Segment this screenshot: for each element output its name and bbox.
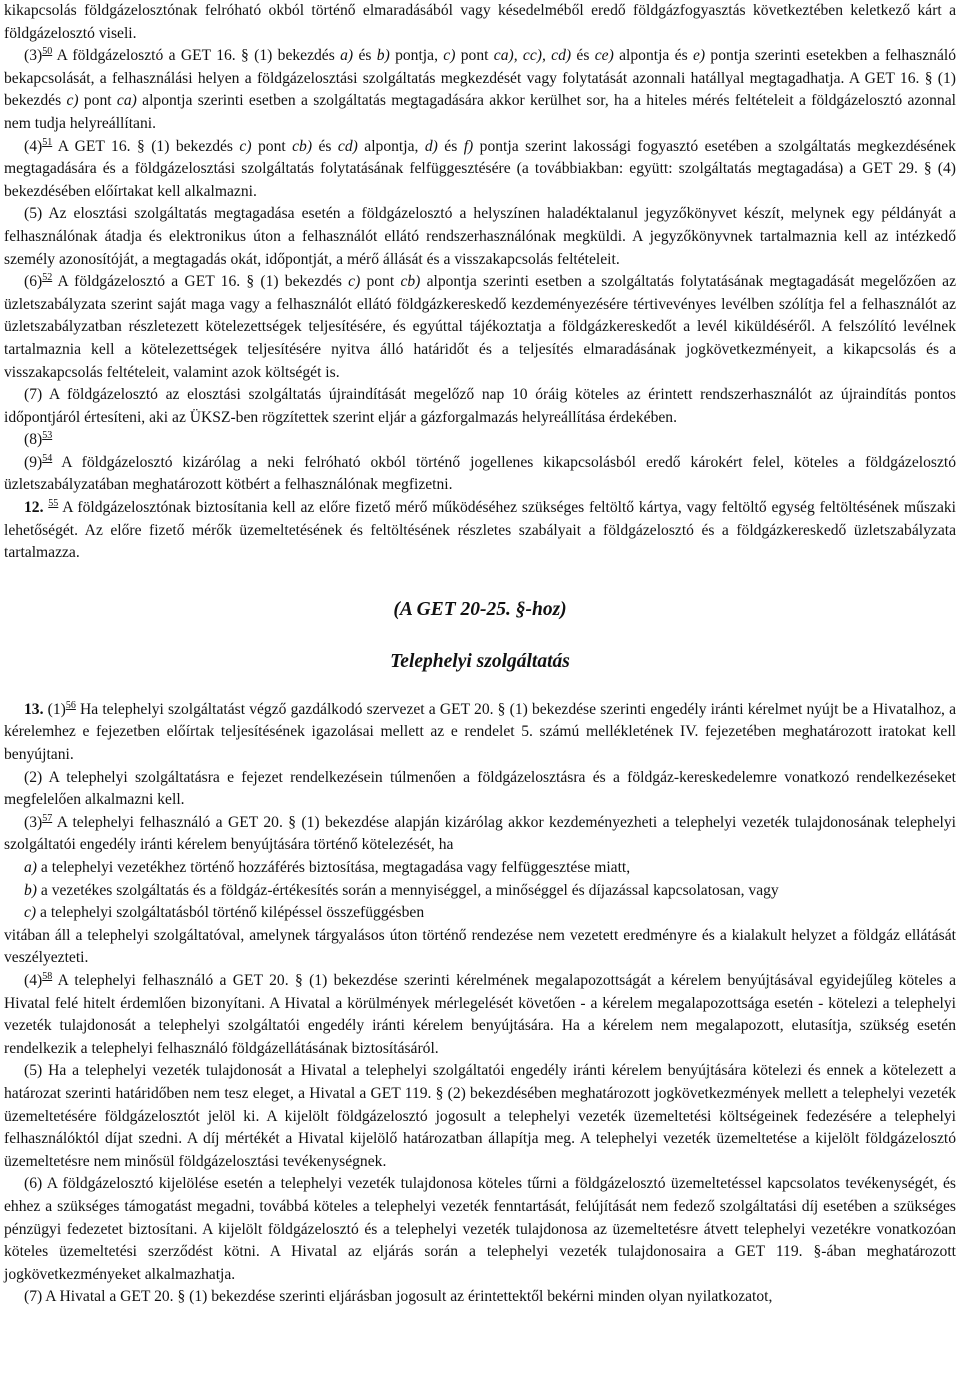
footnote-ref[interactable]: 55 (48, 498, 59, 510)
footnote-ref[interactable]: 53 (42, 430, 53, 442)
footnote-ref[interactable]: 51 (42, 136, 53, 148)
paragraph: (9)$^{54}$ A földgázelosztó kizárólag a neki felróható okból történő jogellenes kikapcsolásból eredő károkért felel, köteles a földgázelosztó üzletszabályzatában meghatározott kötbért a felhasználónak megfizetni. (4, 452, 956, 494)
list-item: c) a telephelyi szolgáltatásból történő kilépéssel összefüggésben (24, 904, 425, 922)
footnote-ref[interactable]: 57 (42, 812, 53, 824)
paragraph: (3)$^{50}$ A földgázelosztó a GET 16. § (1) bekezdés a) és b) pontja, c) pont ca), cc), cd) és ce) alpontja és e) pontja szerinti esetekben a felhasználó bekapcsolását, a felhasználási helyen a földgázelosztási szolgáltatás megkezdését vagy folytatását azonnali hatállyal megtagadhatja. A GET 16. § (1) bekezdés c) pont ca) alpontja szerinti esetben a szolgáltatás megtagadására akkor kerülhet sor, ha a hiteles mérés feltételeit a földgázelosztó azonnal nem tudja helyreállítani. (4, 46, 956, 132)
paragraph: (5) Ha a telephelyi vezeték tulajdonosát a Hivatal a telephelyi szolgáltatói engedély iránti kérelem benyújtására kötelezi és ennek a kötelezett a határozat szerinti határidőben nem tesz eleget, a Hivatal a GET 119. § (2) bekezdésében meghatározott jogkövetkezmények mellett a telephelyi vezeték üzemeltetésére földgázelosztót jelöl ki. A kijelölt földgázelosztó jogosult a telephelyi vezeték üzemeltetési költségeinek fedezésére a telephelyi felhasználóktól díjat szedni. A díj mértékét a Hivatal kijelölő határozatban állapítja meg. A telephelyi vezeték üzemeltetése a kijelölt földgázelosztó üzemeltetésre nem minősül földgázelosztási tevékenységnek. (4, 1062, 956, 1170)
footnote-ref[interactable]: 54 (42, 452, 53, 464)
paragraph: (3)$^{57}$ A telephelyi felhasználó a GET 20. § (1) bekezdése alapján kizárólag akkor kezdeményezheti a telephelyi vezeték tulajdonosának telephelyi szolgáltatói engedély iránti kérelem benyújtására történő kötelezését, ha (4, 812, 956, 854)
paragraph: vitában áll a telephelyi szolgáltatóval, amelynek tárgyalásos úton történő rendezése nem vezetett eredményre és a kialakult helyzet a földgáz ellátását veszélyezteti. (4, 926, 956, 967)
paragraph: (6)$^{52}$ A földgázelosztó a GET 16. § (1) bekezdés c) pont cb) alpontja szerinti esetben a szolgáltatás folytatásának megtagadását megelőzően az üzletszabályzata szerint saját maga vagy a felhasználót ellátó földgázkereskedő kezdeményezésére tértivevényes levélben szólítja fel a felhasználót az üzletszabályzatban részletezett kötelezettségek teljesítésére, és egyúttal tájékoztatja a földgázkereskedőt a levél kiküldéséről. A felszólító levélnek tartalmaznia kell a kötelezettségek teljesítésére nyitva álló határidőt és a teljesítés elmaradásának jogkövetkezményeit, a kikapcsolás és a visszakapcsolás feltételeit, valamint azok költségét is. (4, 272, 956, 381)
paragraph: (4)$^{58}$ A telephelyi felhasználó a GET 20. § (1) bekezdése szerinti kérelmének megalapozottságát a kérelem benyújtásával egyidejűleg köteles a Hivatal felé hitelt érdemlően bizonyítani. A Hivatal a körülmények mérlegelését követően - a kérelem megalapozottsága esetén - kötelezi a telephelyi vezeték tulajdonosát a telephelyi szolgáltatói engedély iránti kérelem benyújtására. Ha a kérelem nem megalapozott, elutasítja, szükség esetén rendelkezik a telephelyi felhasználó földgázellátásának biztosításáról. (4, 970, 956, 1057)
footnote-ref[interactable]: 52 (42, 272, 53, 284)
paragraph: (6) A földgázelosztó kijelölése esetén a telephelyi vezeték tulajdonosa köteles tűrni a földgázelosztó üzemeltetéssel kapcsolatos tevékenységét, és ehhez a szükséges támogatást megadni, továbbá köteles a telephelyi vezeték fenntartását, felújítását nem fedező szolgáltatási díj esetében a szükséges pénzügyi fedezetet biztosítani. A kijelölt földgázelosztó és a telephelyi vezeték tulajdonosa az üzemeltetésre átvett telephelyi vezetékre vonatkozóan köteles üzemeltetési szerződést kötni. A Hivatal az eljárás során a telephelyi vezeték tulajdonosaira a GET 119. §-ában meghatározott jogkövetkezményeket alkalmazhatja. (4, 1175, 956, 1283)
footnote-ref[interactable]: 56 (65, 699, 76, 711)
footnote-ref[interactable]: 58 (42, 970, 53, 982)
paragraph: (4)$^{51}$ A GET 16. § (1) bekezdés c) pont cb) és cd) alpontja, d) és f) pontja szerint lakossági fogyasztó esetében a szolgáltatás megkezdésének megtagadására és a földgázelosztási szolgáltatás folytatásának felfüggesztésére (a továbbiakban: együtt: szolgáltatás megtagadása) a GET 29. § (4) bekezdésében előírtakat kell alkalmazni. (4, 136, 956, 200)
paragraph: 12. $^{55}$ A földgázelosztónak biztosítania kell az előre fizető mérő működéséhez szükséges feltöltő kártya, vagy feltöltő egység feltöltésének műszaki lehetőségét. Az előre fizető mérők üzemeltetésének és feltöltésének részletes szabályait a földgázelosztó és a földgázkereskedő üzletszabályzata tartalmazza. (4, 498, 956, 562)
paragraph: (7) A Hivatal a GET 20. § (1) bekezdése szerinti eljárásban jogosult az érintettektől bekérni minden olyan nyilatkozatot, (24, 1288, 773, 1306)
section-title: Telephelyi szolgáltatás (390, 650, 570, 672)
paragraph: (7) A földgázelosztó az elosztási szolgáltatás újraindítását megelőző nap 10 óráig köteles az érintett rendszerhasználót az újraindítás pontos időpontjáról értesíteni, aki az ÜKSZ-ben rögzítettek szerint eljár a gázforgalmazás helyreállítása érdekében. (4, 386, 956, 426)
paragraph: (5) Az elosztási szolgáltatás megtagadása esetén a földgázelosztó a helyszínen haladéktalanul jegyzőkönyvet készít, melynek egy példányát a felhasználónak átadja és elektronikus úton a felhasználót ellátó rendszerhasználónak megküldi. A jegyzőkönyvnek tartalmaznia kell az intézkedő személy azonosítóját, a megtagadás okát, időpontját, a mérő állását és a visszakapcsolás feltételeit. (4, 205, 956, 268)
paragraph: (2) A telephelyi szolgáltatásra e fejezet rendelkezésein túlmenően a földgázelosztásra és a földgáz-kereskedelemre vonatkozó rendelkezéseket megfelelően alkalmazni kell. (4, 768, 956, 809)
paragraph: (8)$^{53}$ (24, 430, 53, 449)
paragraph: 13. (1)$^{56}$ Ha telephelyi szolgáltatást végző gazdálkodó szervezet a GET 20. § (1) bekezdése szerinti engedély iránti kérelmet nyújt be a Hivatalhoz, a kérelemhez e fejezetben előírtak teljesítésének igazolásai mellett az e rendelet 5. számú mellékletének IV. fejezetében meghatározott iratokat kell benyújtani. (4, 699, 956, 764)
footnote-ref[interactable]: 50 (42, 46, 53, 58)
paragraph: kikapcsolás földgázelosztónak felróható okból történő elmaradásából vagy késedelméből eredő földgázfogyasztás következtében keletkező kárt a földgázelosztó viseli. (4, 2, 956, 42)
list-item: b) a vezetékes szolgáltatás és a földgáz-értékesítés során a mennyiséggel, a minőséggel és díjazással kapcsolatosan, vagy (24, 881, 779, 899)
section-reference-heading: (A GET 20-25. §-hoz) (393, 598, 567, 620)
list-item: a) a telephelyi vezetékhez történő hozzáférés biztosítása, megtagadása vagy felfüggesztése miatt, (24, 859, 631, 876)
